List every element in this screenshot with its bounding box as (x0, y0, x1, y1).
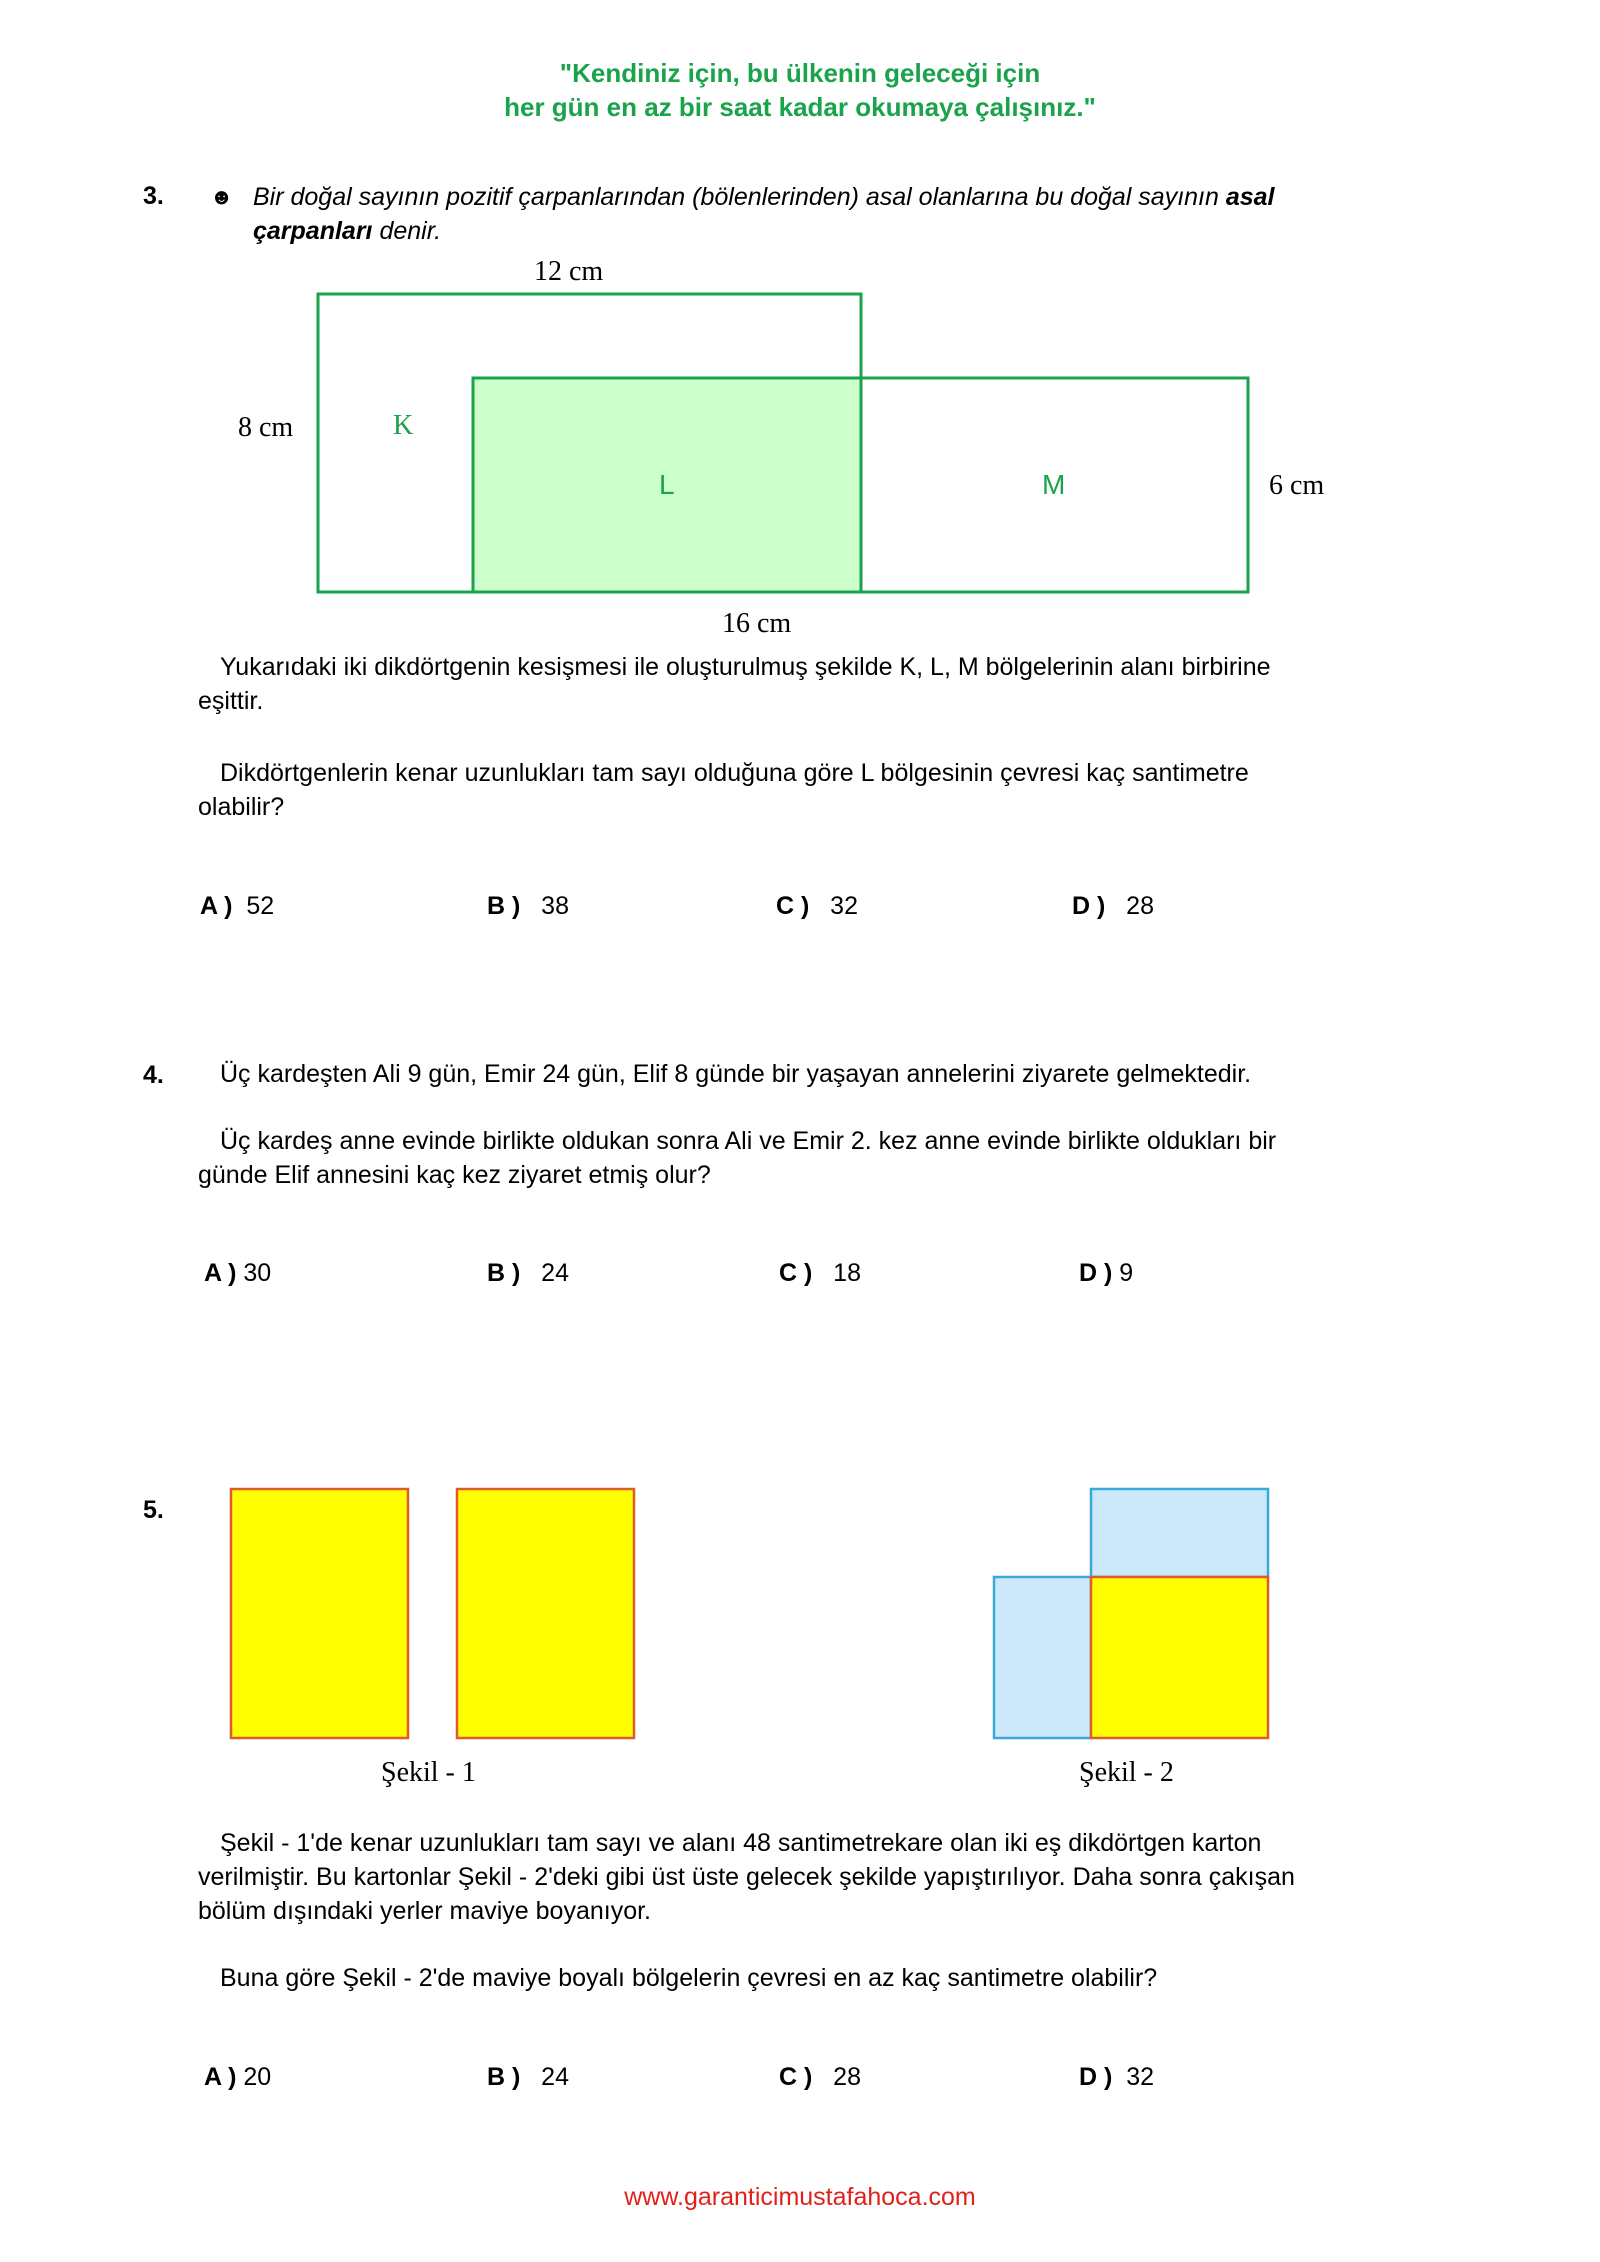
question-3-number: 3. (143, 182, 164, 210)
question-4-paragraph-2-line-1: Üç kardeş anne evinde birlikte oldukan sonra Ali ve Emir 2. kez anne evinde birlikte oldukları bir (220, 1127, 1277, 1155)
shekil-1-rectangle-left (231, 1489, 408, 1738)
option-letter: D ) (1079, 1259, 1113, 1287)
motto-line-1: "Kendiniz için, bu ülkenin geleceği için (559, 58, 1041, 88)
option-value: 24 (541, 2063, 569, 2091)
option-letter: D ) (1079, 2063, 1113, 2091)
label-8-cm: 8 cm (238, 412, 294, 443)
shekil-2-overlap (1091, 1577, 1268, 1738)
option-value: 30 (243, 1259, 272, 1287)
smiley-bullet-icon: ☻ (210, 184, 234, 209)
option-letter: C ) (779, 1259, 813, 1287)
note-bold-1: asal (1225, 183, 1275, 211)
option-value: 20 (243, 2063, 272, 2091)
option-value: 32 (830, 892, 858, 920)
option-value: 28 (833, 2063, 861, 2091)
question-3-paragraph-1-line-2: eşittir. (198, 687, 264, 715)
question-5-option-c[interactable] (779, 2063, 861, 2092)
question-5-option-b[interactable] (487, 2063, 569, 2092)
option-value: 18 (833, 1259, 861, 1287)
option-letter: D ) (1072, 892, 1106, 920)
label-m: M (1042, 469, 1066, 500)
question-5-number: 5. (143, 1496, 164, 1524)
shekil-2-blue-top (1091, 1489, 1268, 1577)
note-text-1: Bir doğal sayının pozitif çarpanlarından (bölenlerinden) asal olanlarına bu doğal sayının (253, 183, 1226, 211)
option-letter: A ) (204, 2063, 237, 2091)
option-value: 28 (1126, 892, 1154, 920)
label-l: L (659, 469, 675, 500)
question-5-paragraph-2: Buna göre Şekil - 2'de maviye boyalı bölgelerin çevresi en az kaç santimetre olabilir? (220, 1964, 1158, 1992)
question-3-paragraph-2-line-1: Dikdörtgenlerin kenar uzunlukları tam sayı olduğuna göre L bölgesinin çevresi kaç santimetre (220, 759, 1249, 787)
option-letter: B ) (487, 2063, 521, 2091)
shekil-1-rectangle-right (457, 1489, 634, 1738)
note-bold-2: çarpanları (253, 217, 373, 245)
question-4-paragraph-1: Üç kardeşten Ali 9 gün, Emir 24 gün, Elif 8 günde bir yaşayan annelerini ziyarete gelmektedir. (220, 1060, 1252, 1088)
question-3-paragraph-2-line-2: olabilir? (198, 793, 285, 821)
note-text-2: denir. (372, 217, 442, 245)
footer-url-link[interactable]: www.garanticimustafahoca.com (624, 2183, 976, 2211)
question-5-paragraph-1-line-1: Şekil - 1'de kenar uzunlukları tam sayı ve alanı 48 santimetrekare olan iki eş dikdörtgen karton (220, 1829, 1262, 1857)
shekil-2-blue-left (994, 1577, 1091, 1738)
label-6-cm: 6 cm (1269, 470, 1325, 501)
question-5-paragraph-1-line-2: verilmiştir. Bu kartonlar Şekil - 2'deki gibi üst üste gelecek şekilde yapıştırılıyor. Daha sonra çakışan (198, 1863, 1295, 1891)
option-letter: C ) (779, 2063, 813, 2091)
option-letter: B ) (487, 892, 521, 920)
option-value: 32 (1126, 2063, 1155, 2091)
motto-line-2: her gün en az bir saat kadar okumaya çalışınız." (504, 92, 1096, 122)
option-letter: A ) (200, 892, 233, 920)
question-5-paragraph-1-line-3: bölüm dışındaki yerler maviye boyanıyor. (198, 1897, 651, 1925)
question-4-paragraph-2-line-2: günde Elif annesini kaç kez ziyaret etmiş olur? (198, 1161, 711, 1189)
option-letter: C ) (776, 892, 810, 920)
shekil-1-caption: Şekil - 1 (381, 1757, 476, 1788)
label-16-cm: 16 cm (722, 608, 792, 639)
label-12-cm: 12 cm (534, 256, 604, 287)
option-value: 38 (541, 892, 569, 920)
option-value: 52 (246, 892, 275, 920)
shekil-2-caption: Şekil - 2 (1079, 1757, 1174, 1788)
question-5-option-d[interactable] (1079, 2063, 1154, 2092)
option-value: 24 (541, 1259, 569, 1287)
option-value: 9 (1119, 1259, 1134, 1287)
question-3-paragraph-1-line-1: Yukarıdaki iki dikdörtgenin kesişmesi ile oluşturulmuş şekilde K, L, M bölgelerinin alanı birbirine (220, 653, 1271, 681)
question-5-option-a[interactable] (204, 2063, 271, 2092)
option-letter: A ) (204, 1259, 237, 1287)
question-4-number: 4. (143, 1061, 164, 1089)
option-letter: B ) (487, 1259, 521, 1287)
label-k: K (393, 410, 414, 441)
